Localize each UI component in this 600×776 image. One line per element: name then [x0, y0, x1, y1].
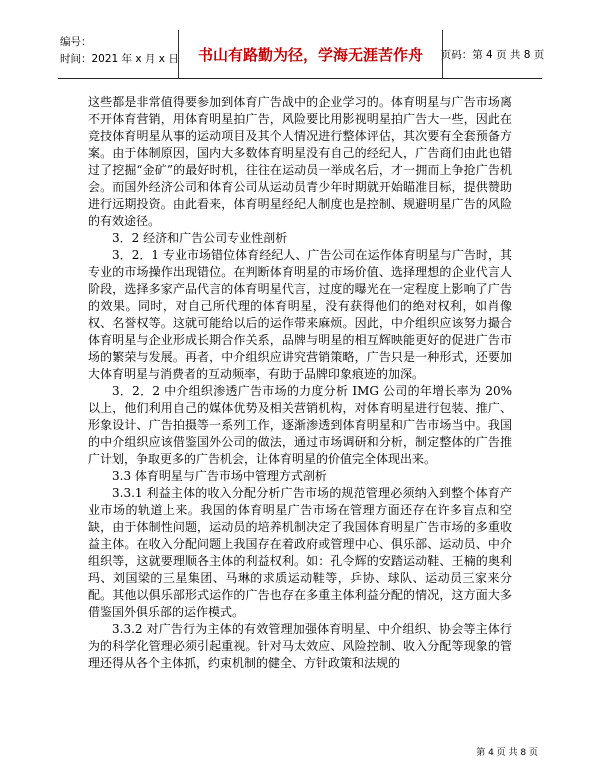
paragraph: 3.3.2 对广告行为主体的有效管理加强体育明星、中介组织、协会等主体行为的科学化管理必须引起重视。针对马太效应、风险控制、收入分配等现象的管理还得从各个主体抓，约束机制的健全、方针政策和法规的: [88, 622, 512, 670]
header-motto: 书山有路勤为径，学海无涯苦作舟: [179, 30, 443, 78]
paragraph: 3．2．1 专业市场错位体育经纪人、广告公司在运作体育明星与广告时，其专业的市场操作出现错位。在判断体育明星的市场价值、选择理想的企业代言人阶段，选择多家产品代言的体育明星代言，过度的曝光在一定程度上影响了广告的效果。同时，对自己所代理的体育明星，没有获得他们的绝对权利，如肖像权、名誉权等。这就可能给以后的运作带来麻烦。因此，中介组织应该努力撮合体育明星与企业形成长期合作关系，品牌与明星的相互辉映能更好的促进广告市场的繁荣与发展。再者，中介组织应讲究营销策略，广告只是一种形式，还要加大体育明星与消费者的互动频率，有助于品牌印象痕迹的加深。: [88, 248, 512, 381]
time-label: 时间：2021 年 x 月 x 日: [60, 53, 179, 65]
paragraph: 3.3.1 利益主体的收入分配分析广告市场的规范管理必须纳入到整个体育产业市场的轨道上来。我国的体育明星广告市场在管理方面还存在许多盲点和空缺，由于体制性问题，运动员的培养机制决定了我国体育明星广告市场的多重收益主体。在收入分配问题上我国存在着政府或管理中心、俱乐部、运动员、中介组织等，这就要理顺各主体的利益权利。如：孔令辉的安踏运动鞋、王楠的奥利玛、刘国梁的三星集团、马琳的求质运动鞋等，乒协、球队、运动员三家来分配。其他以俱乐部形式运作的广告也存在多重主体利益分配的情况，这方面大多借鉴国外俱乐部的运作模式。: [88, 486, 512, 619]
paragraph: 这些都是非常值得要参加到体育广告战中的企业学习的。体育明星与广告市场离不开体育营销，用体育明星拍广告，风险要比用影视明星拍广告大一些，因此在竞技体育明星从事的运动项目及其个人情况进行整体评估，其次要有全套预备方案。由于体制原因，国内大多数体育明星没有自己的经纪人，广告商们由此也错过了挖掘“金矿”的最好时机，往往在运动员一举成名后，才一拥而上争抢广告机会。而国外经济公司和体育公司从运动员青少年时期就开始瞄准目标，提供赞助进行远期投资。由此看来，体育明星经纪人制度也是控制、规避明星广告的风险的有效途径。: [88, 95, 512, 228]
page-header: [58, 30, 545, 79]
header-page-number: 页码：第 4 页 共 8 页: [440, 48, 545, 61]
page-footer: 第 4 页 共 8 页: [476, 748, 538, 758]
number-label: 编号：: [60, 36, 92, 48]
header-meta: [58, 30, 179, 78]
document-body: [88, 94, 512, 672]
section-heading: 3.3 体育明星与广告市场中管理方式剖析: [112, 469, 327, 483]
section-heading: 3．2 经济和广告公司专业性剖析: [112, 231, 288, 245]
paragraph: 3．2．2 中介组织渗透广告市场的力度分析 IMG 公司的年增长率为 20%以上，他们利用自己的媒体优势及相关营销机构，对体育明星进行包装、推广、形象设计、广告拍摄等一系列工作，逐渐渗透到体育明星和广告市场当中。我国的中介组织应该借鉴国外公司的做法，通过市场调研和分析，制定整体的广告推广计划，争取更多的广告机会，让体育明星的价值完全体现出来。: [88, 384, 512, 466]
